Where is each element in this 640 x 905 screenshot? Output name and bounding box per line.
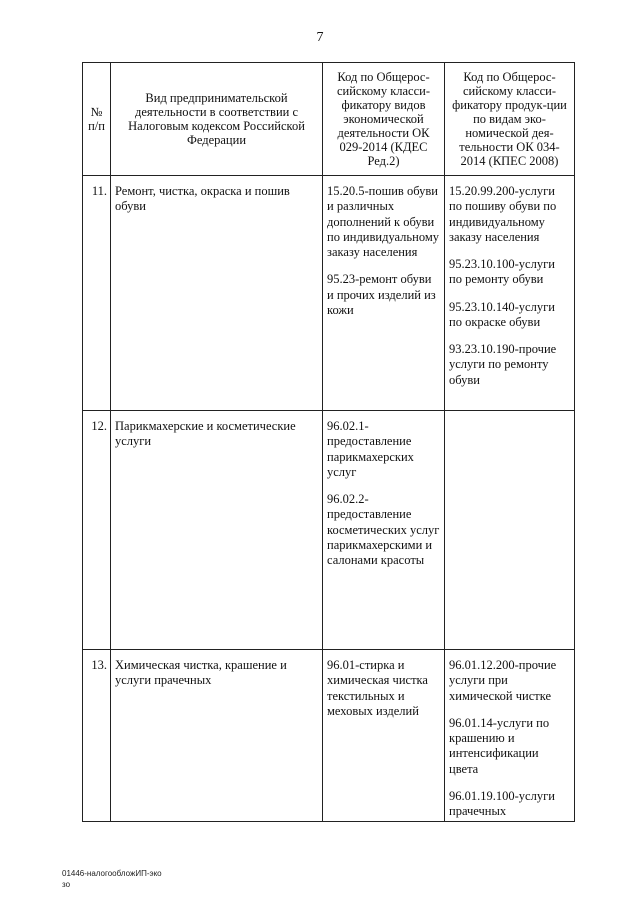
footer-file-id: 01446-налогообложИП-эко <box>62 869 162 878</box>
row-okpd-codes <box>445 176 575 411</box>
row-activity: Ремонт, чистка, окраска и пошив обуви <box>111 176 323 411</box>
header-okved: Код по Общерос-сийскому класси-фикатору видов экономической деятельности ОК 029-2014 (КДЕС Ред.2) <box>323 63 445 176</box>
table-header-row <box>83 63 575 176</box>
okved-code: 96.01-стирка и химическая чистка текстильных и меховых изделий <box>327 658 428 718</box>
okpd-code: 95.23.10.100-услуги по ремонту обуви <box>449 257 555 287</box>
okpd-code: 93.23.10.190-прочие услуги по ремонту обуви <box>449 342 557 387</box>
header-num: № п/п <box>83 63 111 176</box>
row-number: 12. <box>83 411 111 650</box>
row-number: 11. <box>83 176 111 411</box>
row-number: 13. <box>83 650 111 822</box>
row-okpd-codes <box>445 650 575 822</box>
row-okved-codes <box>323 176 445 411</box>
okpd-code: 96.01.19.100-услуги прачечных <box>449 788 555 818</box>
okved-code: 96.02.2-предоставление косметических услуг парикмахерскими и салонами красоты <box>327 492 440 567</box>
okpd-code: 95.23.10.140-услуги по окраске обуви <box>449 299 555 329</box>
footer-suffix: зо <box>62 880 71 889</box>
header-okpd: Код по Общерос-сийскому класси-фикатору продук-ции по видам эко-номической дея-тельности ОК 034-2014 (КПЕС 2008) <box>445 63 575 176</box>
okved-code: 96.02.1-предоставление парикмахерских услуг <box>327 419 414 479</box>
row-okved-codes <box>323 650 445 822</box>
activity-codes-table <box>82 62 575 822</box>
okved-code: 95.23-ремонт обуви и прочих изделий из кожи <box>327 272 436 317</box>
header-activity: Вид предпринимательской деятельности в соответствии с Налоговым кодексом Российской Федерации <box>111 63 323 176</box>
row-activity: Химическая чистка, крашение и услуги прачечных <box>111 650 323 822</box>
table-row-11 <box>83 176 575 411</box>
page-number: 7 <box>316 30 324 45</box>
okpd-code: 15.20.99.200-услуги по пошиву обуви по индивидуальному заказу населения <box>449 184 557 244</box>
okpd-code: 96.01.12.200-прочие услуги при химической чистке <box>449 658 557 703</box>
table-row-13 <box>83 650 575 822</box>
row-activity: Парикмахерские и косметические услуги <box>111 411 323 650</box>
okpd-code: 96.01.14-услуги по крашению и интенсификации цвета <box>449 715 550 776</box>
okved-code: 15.20.5-пошив обуви и различных дополнений к обуви по индивидуальному заказу населения <box>327 184 439 259</box>
document-footer <box>62 868 162 890</box>
row-okved-codes <box>323 411 445 650</box>
table-row-12 <box>83 411 575 650</box>
row-okpd-codes <box>445 411 575 650</box>
